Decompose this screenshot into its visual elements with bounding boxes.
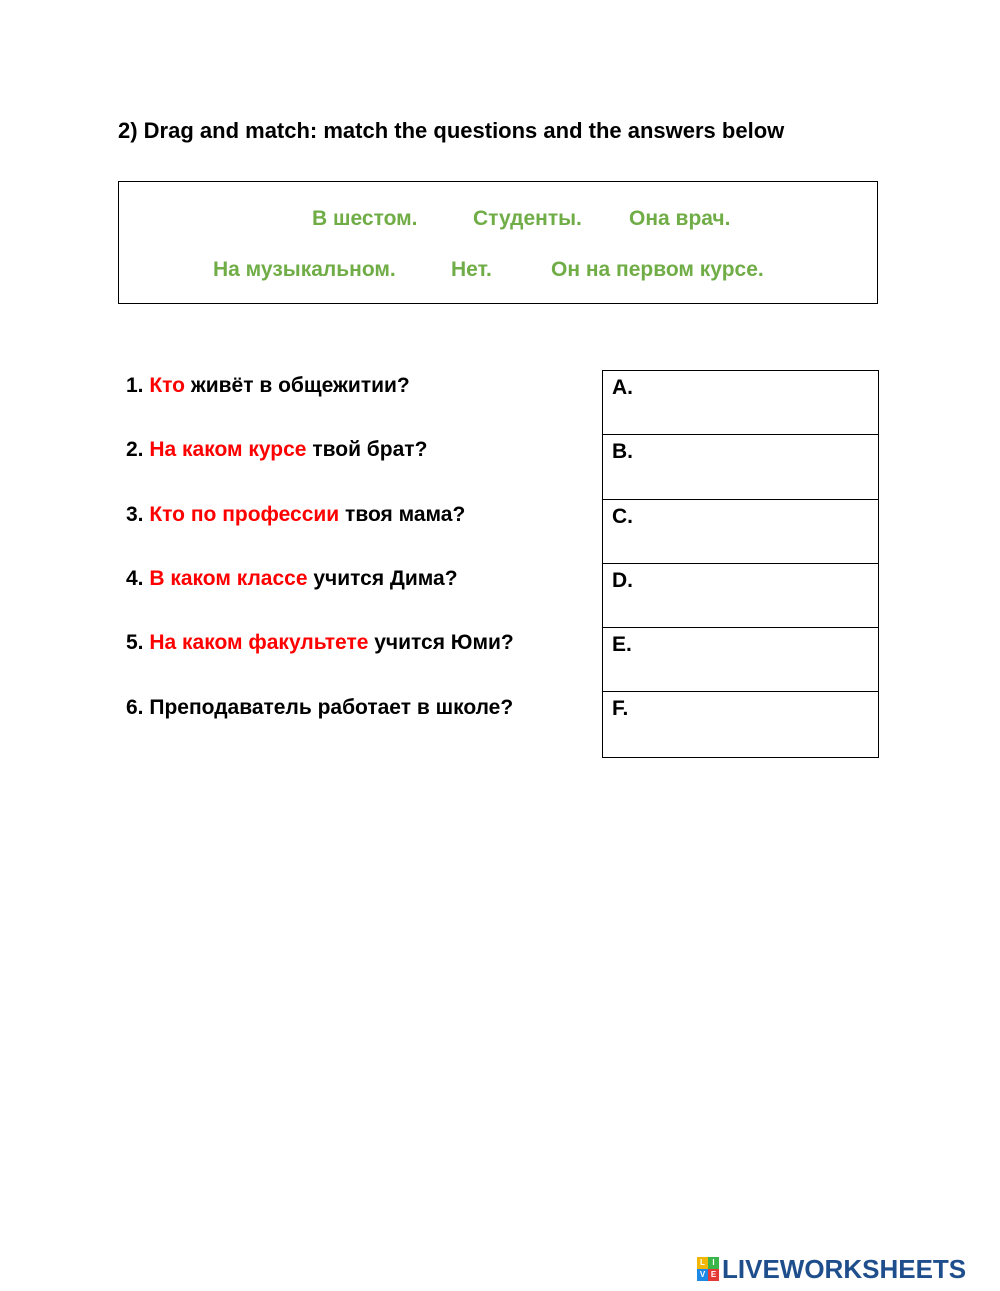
answer-chip[interactable]: Нет. [451, 258, 492, 281]
answer-chip[interactable]: Она врач. [629, 207, 731, 230]
question-text: твой брат? [306, 438, 428, 461]
slot-label: A. [612, 376, 633, 399]
answer-chip[interactable]: В шестом. [312, 207, 418, 230]
question-2 [126, 438, 427, 462]
question-5 [126, 631, 514, 655]
question-highlight: Кто по профессии [149, 503, 340, 526]
question-text: Преподаватель работает в школе? [149, 696, 514, 719]
drop-slot-c[interactable] [603, 500, 878, 564]
question-text: живёт в общежитии? [185, 374, 410, 397]
drop-slot-e[interactable] [603, 628, 878, 692]
slot-label: E. [612, 633, 632, 657]
logo-text: LIVEWORKSHEETS [722, 1253, 967, 1284]
question-number: 6. [126, 696, 144, 719]
question-text: учится Дима? [307, 567, 458, 590]
question-number: 4. [126, 567, 144, 590]
logo-icon-tile: E [708, 1269, 719, 1281]
drop-slot-a[interactable] [603, 371, 878, 435]
question-number: 3. [126, 503, 144, 526]
exercise-title: 2) Drag and match: match the questions and the answers below [118, 118, 785, 143]
question-4 [126, 567, 458, 591]
question-highlight: В каком классе [149, 567, 308, 590]
slot-label: F. [612, 697, 629, 721]
logo-icon-tile: I [708, 1257, 719, 1269]
slot-label: C. [612, 504, 633, 528]
drop-slot-f[interactable] [603, 692, 878, 756]
question-3 [126, 503, 465, 527]
answer-chip[interactable]: Он на первом курсе. [551, 258, 764, 281]
question-number: 5. [126, 631, 144, 654]
question-6 [126, 696, 513, 720]
question-number: 1. [126, 374, 144, 397]
answer-slots-table [602, 370, 879, 758]
liveworksheets-logo [697, 1254, 966, 1284]
question-text: твоя мама? [339, 503, 466, 526]
answer-bank [118, 181, 878, 304]
logo-icon [697, 1257, 719, 1281]
logo-icon-tile: L [697, 1257, 708, 1269]
question-highlight: Кто [149, 374, 186, 397]
answer-chip[interactable]: На музыкальном. [213, 258, 396, 281]
question-text: учится Юми? [368, 631, 514, 654]
question-number: 2. [126, 438, 144, 461]
slot-label: D. [612, 568, 633, 592]
answer-chip[interactable]: Студенты. [473, 207, 582, 230]
drop-slot-b[interactable] [603, 435, 878, 499]
question-highlight: На каком курсе [149, 438, 307, 461]
drop-slot-d[interactable] [603, 564, 878, 628]
question-1 [126, 374, 410, 398]
question-highlight: На каком факультете [149, 631, 369, 654]
logo-icon-tile: V [697, 1269, 708, 1281]
slot-label: B. [612, 440, 633, 464]
